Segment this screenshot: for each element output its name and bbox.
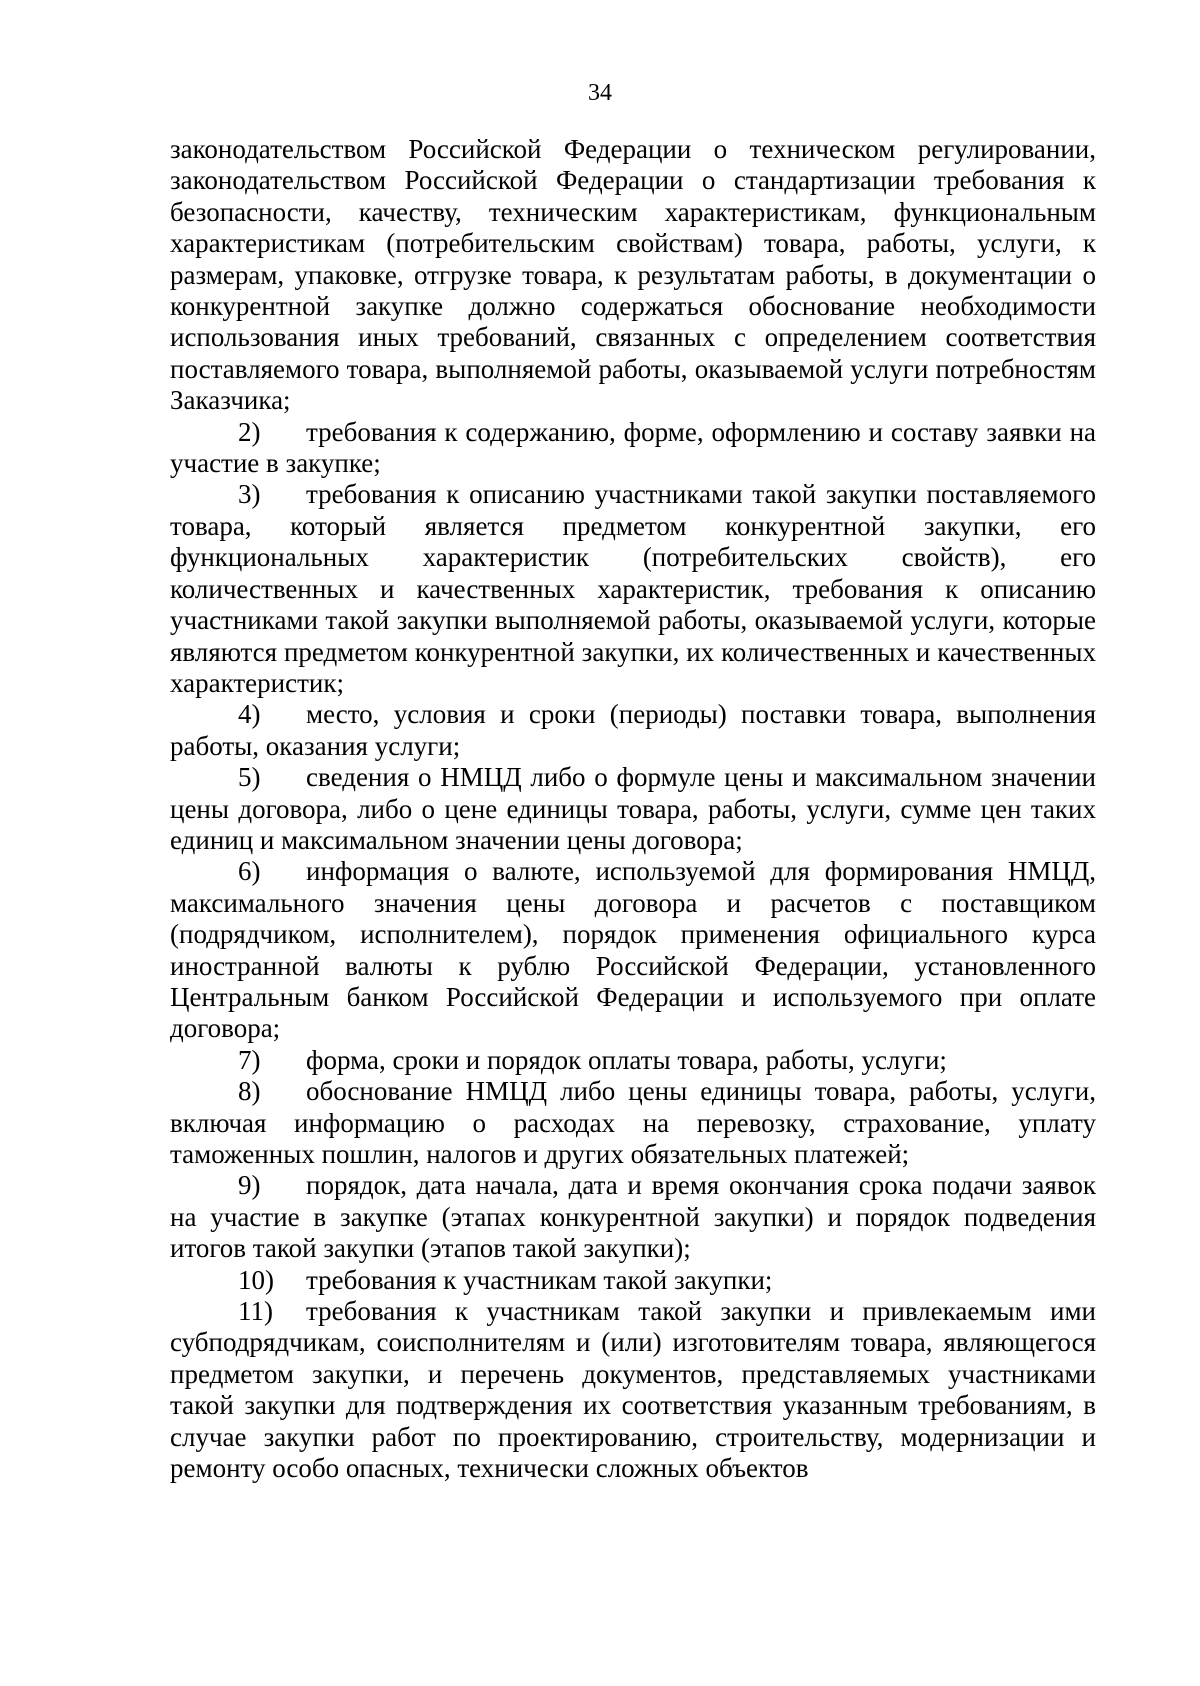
list-item	[170, 762, 1096, 856]
list-item-text: требования к участникам такой закупки и привлекаемым ими субподрядчикам, соисполнителям и (или) изготовителям товара, являющегося предметом закупки, и перечень документов, представляемых участниками такой закупки для подтверждения их соответствия указанным требованиям, в случае закупки работ по проектированию, строительству, модернизации и ремонту особо опасных, технически сложных объектов	[170, 1296, 1096, 1484]
list-item	[170, 1265, 1096, 1296]
list-item-text: обоснование НМЦД либо цены единицы товара, работы, услуги, включая информацию о расходах на перевозку, страхование, уплату таможенных пошлин, налогов и других обязательных платежей;	[170, 1076, 1096, 1169]
list-item-number: 6)	[238, 856, 261, 887]
list-item	[170, 1076, 1096, 1170]
list-item-text: форма, сроки и порядок оплаты товара, работы, услуги;	[306, 1044, 947, 1075]
lead-paragraph: законодательством Российской Федерации о техническом регулировании, законодательством Российской Федерации о стандартизации требования к безопасности, качеству, техническим характеристикам, функциональным характеристикам (потребительским свойствам) товара, работы, услуги, к размерам, упаковке, отгрузке товара, к результатам работы, в документации о конкурентной закупке должно содержаться обоснование необходимости использования иных требований, связанных с определением соответствия поставляемого товара, выполняемой работы, оказываемой услуги потребностям Заказчика;	[170, 134, 1096, 416]
list-item-text: сведения о НМЦД либо о формуле цены и максимальном значении цены договора, либо о цене единицы товара, работы, услуги, сумме цен таких единиц и максимальном значении цены договора;	[170, 762, 1096, 855]
document-body	[170, 134, 1096, 1484]
list-item-text: требования к описанию участниками такой закупки поставляемого товара, который является предметом конкурентной закупки, его функциональных характеристик (потребительских свойств), его количественных и качественных характеристик, требования к описанию участниками такой закупки выполняемой работы, оказываемой услуги, которые являются предметом конкурентной закупки, их количественных и качественных характеристик;	[170, 479, 1096, 698]
list-item-text: требования к участникам такой закупки;	[306, 1264, 773, 1295]
list-item	[170, 1045, 1096, 1076]
list-item	[170, 1170, 1096, 1264]
list-item-text: информация о валюте, используемой для формирования НМЦД, максимального значения цены договора и расчетов с поставщиком (подрядчиком, исполнителем), порядок применения официального курса иностранной валюты к рублю Российской Федерации, установленного Центральным банком Российской Федерации и используемого при оплате договора;	[170, 856, 1096, 1044]
list-item-number: 9)	[238, 1170, 261, 1201]
list-item	[170, 1296, 1096, 1484]
list-item-number: 4)	[238, 699, 261, 730]
list-item-text: требования к содержанию, форме, оформлению и составу заявки на участие в закупке;	[170, 416, 1096, 479]
page-number: 34	[588, 80, 612, 106]
list-item-number: 7)	[238, 1044, 261, 1075]
list-item	[170, 856, 1096, 1044]
list-item-text: место, условия и сроки (периоды) поставки товара, выполнения работы, оказания услуги;	[170, 699, 1096, 761]
list-item-number: 3)	[238, 479, 261, 510]
list-item	[170, 479, 1096, 699]
list-item	[170, 417, 1096, 480]
list-item-number: 10)	[238, 1264, 274, 1295]
list-item-number: 5)	[238, 762, 261, 793]
list-item-number: 8)	[238, 1076, 261, 1107]
list-item	[170, 699, 1096, 762]
list-item-text: порядок, дата начала, дата и время окончания срока подачи заявок на участие в закупке (этапах конкурентной закупки) и порядок подведения итогов такой закупки (этапов такой закупки);	[170, 1170, 1096, 1264]
list-item-number: 2)	[238, 416, 261, 447]
list-item-number: 11)	[238, 1296, 273, 1327]
